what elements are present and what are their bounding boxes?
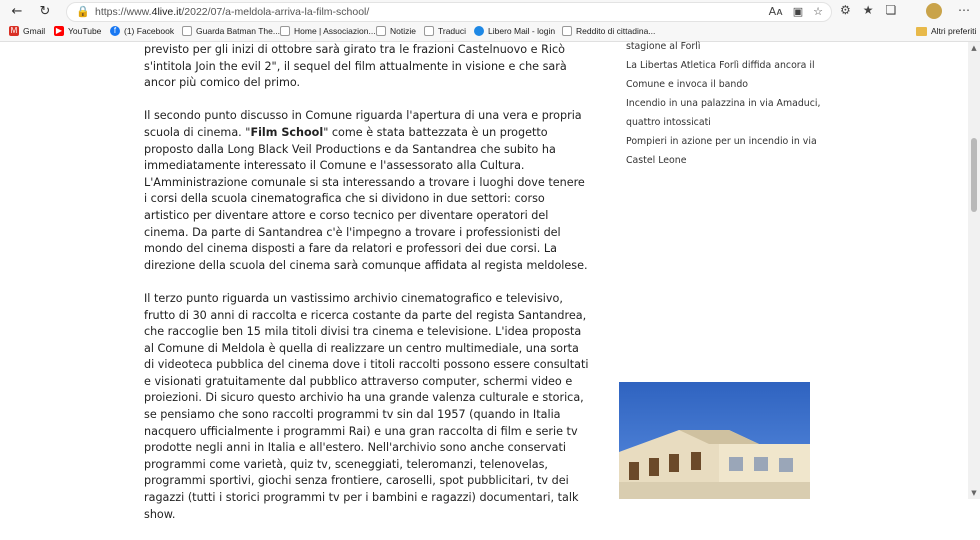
article-paragraph: Il terzo punto riguarda un vastissimo archivio cinematografico e televisivo, frutto di 30 anni di raccolta e ricerca costante da parte del regista Santandrea, che raccoglie ben 15 mila titoli divisi tra cinema e televisione. L'idea proposta al Comune di Meldola è quella di realizzare un centro multimediale, una sorta di videoteca pubblica del cinema dove i titoli raccolti possono essere consultati e visionati gratuitamente dal pubblico attraverso computer, schermi video e proiezioni. Di sicuro questo archivio ha una grande valenza culturale e storica, se pensiamo che sono raccolti programmi tv sin dal 1957 (quando in Italia nacquero ufficialmente i programmi Rai) e una gran raccolta di film e serie tv prodotte negli anni in Italia e all'estero. Nell'archivio sono anche conservati programmi come varietà, quiz tv, sceneggiati, teleromanzi, telenovelas, programmi sportivi, giochi senza frontiere, caroselli, spot pubblicitari, tv dei ragazzi (tutti i storici programmi tv per i bambini e ragazzi) documentari, talk show. [144,291,589,521]
facebook-icon: f [110,26,120,36]
url-text[interactable]: https://www.4live.it/2022/07/a-meldola-arriva-la-film-school/ [95,6,370,18]
youtube-icon: ▶ [55,26,63,35]
bookmark-associazione[interactable]: Home | Associazion... [280,26,376,36]
sidebar-link[interactable]: La Libertas Atletica Forlì diffida ancora il Comune e invoca il bando [626,60,815,90]
address-bar[interactable] [66,2,832,22]
article-paragraph: Il secondo punto discusso in Comune riguarda l'apertura di una vera e propria scuola di cinema. "Film School" come è stata battezzata è un progetto proposto dalla Long Black Veil Productions e da Santandrea che subito ha immediatamente interessato il Comune e l'assessorato alla Cultura. L'Amministrazione comunale si sta interessando a trovare i luoghi dove tenere i corsi della scuola cinematografica che si dividono in due settori: corso artistico per diventare attore e corso tecnico per diventare operatori del cinema. Da parte di Santandrea c'è l'impegno a trovare i professionisti del mondo del cinema disposti a fare da relatori e professori dei due corsi. La direzione della scuola del cinema sarà comunque affidata al regista meldolese. [144,109,588,272]
sidebar-news-list [626,42,836,170]
favorite-star-icon[interactable]: ☆ [813,5,823,18]
building-photo [619,382,810,499]
other-favorites[interactable]: Altri preferiti [916,26,976,36]
film-school-bold: Film School [250,125,324,139]
bookmark-batman[interactable]: Guarda Batman The... [182,26,280,36]
bookmark-gmail[interactable]: M Gmail [10,26,46,36]
bookmark-libero[interactable]: Libero Mail - login [474,26,555,36]
browser-toolbar [0,0,980,24]
scroll-down-arrow-icon[interactable]: ▼ [971,489,977,497]
bookmark-youtube[interactable]: ▶ YouTube [55,26,102,36]
page-icon [376,26,386,36]
favorites-icon[interactable]: ★ [862,3,874,17]
profile-avatar[interactable] [926,3,942,19]
sidebar-link[interactable]: stagione al Forlì [626,41,701,52]
refresh-icon[interactable]: ↻ [39,4,51,19]
bookmark-notizie[interactable]: Notizie [376,26,416,36]
bookmark-facebook[interactable]: f (1) Facebook [110,26,174,36]
gmail-icon: M [10,26,18,35]
sidebar-link[interactable]: Incendio in una palazzina in via Amaduci, quattro intossicati [626,98,821,128]
page-icon [280,26,290,36]
bookmark-traduci[interactable]: Traduci [424,26,466,36]
read-aloud-icon[interactable]: Aᴀ [768,5,783,18]
web-page [0,41,968,521]
folder-icon [916,27,927,36]
immersive-reader-icon[interactable]: ▣ [792,5,804,18]
page-icon [562,26,572,36]
lock-icon: 🔒 [76,5,90,18]
news-thumbnail-image[interactable] [619,382,810,499]
article-paragraph: previsto per gli inizi di ottobre sarà girato tra le frazioni Castelnuovo e Ricò s'intitola Join the evil 2", il sequel del film attualmente in visione e che sarà ancor più comico del primo. [144,43,567,90]
extensions-icon[interactable]: ⚙ [840,3,851,17]
libero-icon [474,26,484,36]
page-icon [182,26,192,36]
page-icon [424,26,434,36]
collections-icon[interactable]: ❏ [885,3,897,17]
bookmark-reddito[interactable]: Reddito di cittadina... [562,26,655,36]
sidebar-link[interactable]: Pompieri in azione per un incendio in via Castel Leone [626,136,817,166]
back-arrow-icon[interactable]: ← [11,4,23,19]
more-menu-icon[interactable]: ⋯ [958,3,970,17]
scrollbar-thumb[interactable] [971,138,977,212]
article-body [144,42,590,540]
scroll-up-arrow-icon[interactable]: ▲ [971,44,977,52]
page-scrollbar[interactable] [968,42,980,499]
